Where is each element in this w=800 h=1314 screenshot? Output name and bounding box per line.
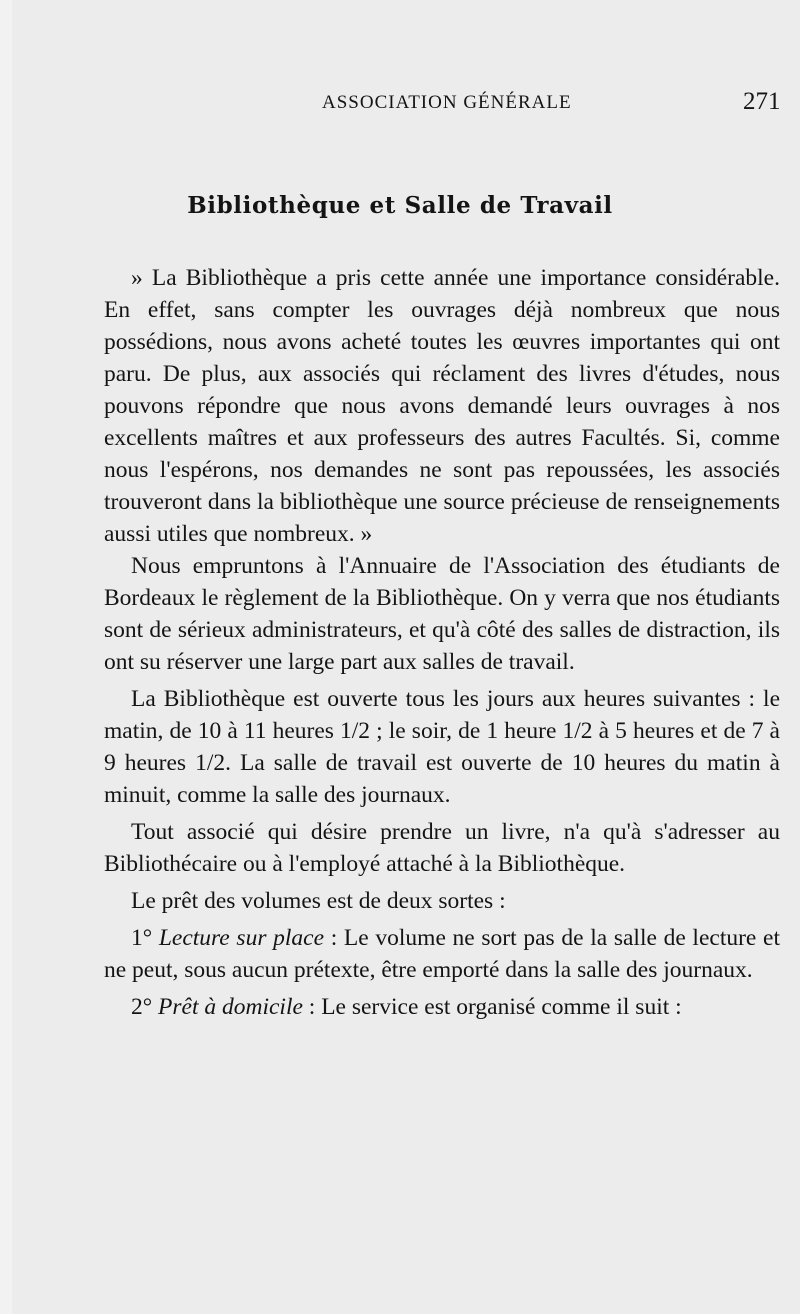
body-text (104, 262, 780, 1023)
paragraph-6-text: : Le volume ne sort pas de la salle de lecture et ne peut, sous aucun prétexte, être emporté dans la salle des journaux. (104, 925, 780, 983)
list-number-2: 2° (131, 994, 159, 1020)
lecture-sur-place-term: Lecture sur place (158, 925, 325, 951)
paragraph-1: » La Bibliothèque a pris cette année une importance considérable. En effet, sans compter les ouvrages déjà nombreux que nous possédions, nous avons acheté toutes les œuvres importantes qui ont paru. De plus, aux associés qui réclament des livres d'études, nous pouvons répondre que nous avons demandé leurs ouvrages à nos excellents maîtres et aux professeurs des autres Facultés. Si, comme nous l'espérons, nos demandes ne sont pas repoussées, les associés trouveront dans la bibliothèque une source précieuse de renseignements aussi utiles que nombreux. » (104, 265, 780, 547)
paragraph-4: Tout associé qui désire prendre un livre, n'a qu'à s'adresser au Bibliothécaire ou à l'employé attaché à la Bibliothèque. (104, 819, 780, 877)
paragraph-6 (104, 922, 780, 986)
paragraph-2: Nous empruntons à l'Annuaire de l'Association des étudiants de Bordeaux le règlement de la Bibliothèque. On y verra que nos étudiants sont de sérieux administrateurs, et qu'à côté des salles de distraction, ils ont su réserver une large part aux salles de travail. (104, 553, 780, 675)
paragraph-3: La Bibliothèque est ouverte tous les jours aux heures suivantes : le matin, de 10 à 11 heures 1/2 ; le soir, de 1 heure 1/2 à 5 heures et de 7 à 9 heures 1/2. La salle de travail est ouverte de 10 heures du matin à minuit, comme la salle des journaux. (104, 686, 780, 808)
section-title: Bibliothèque et Salle de Travail (187, 192, 613, 219)
list-number-1: 1° (131, 925, 159, 951)
paragraph-7 (104, 991, 780, 1023)
paragraph-5: Le prêt des volumes est de deux sortes : (131, 888, 506, 914)
page-header (0, 88, 800, 122)
running-title: ASSOCIATION GÉNÉRALE (322, 92, 572, 113)
page-number: 271 (743, 88, 781, 115)
paragraph-7-text: : Le service est organisé comme il suit : (302, 994, 682, 1020)
pret-a-domicile-term: Prêt à domicile (158, 994, 303, 1020)
